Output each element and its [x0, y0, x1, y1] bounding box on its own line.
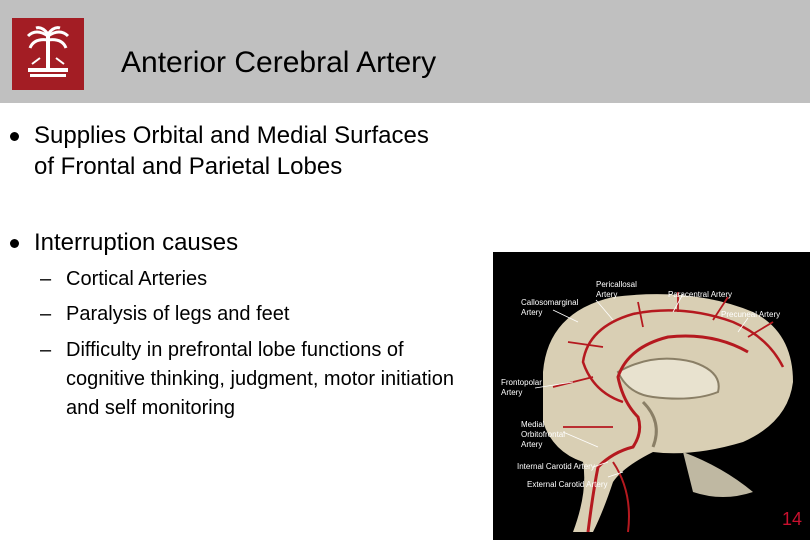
label-callosomarginal: Callosomarginal Artery [521, 298, 579, 317]
dash-icon: – [40, 303, 52, 325]
label-pericallosal: Pericallosal Artery [596, 280, 637, 299]
label-internal-carotid: Internal Carotid Artery [517, 462, 595, 471]
label-precuneal: Precuneal Artery [721, 310, 781, 319]
label-paracentral: Paracentral Artery [668, 290, 733, 299]
brain-artery-figure [493, 252, 810, 540]
label-external-carotid: External Carotid Artery [527, 480, 608, 489]
page-number: 14 [781, 509, 802, 529]
sub-bullet-text: Cortical Arteries [66, 268, 208, 290]
dash-icon: – [40, 268, 52, 290]
label-frontopolar: Frontopolar Artery [501, 378, 542, 397]
bullet-dot-icon [10, 132, 19, 141]
bullet-dot-icon [10, 239, 19, 248]
university-logo [12, 18, 84, 90]
label-medial-orbitofrontal: Medial Orbitofrontal Artery [521, 420, 566, 449]
slide-title: Anterior Cerebral Artery [121, 46, 437, 79]
dash-icon: – [40, 339, 52, 361]
sub-bullet-text: Paralysis of legs and feet [66, 303, 290, 325]
bullet-text: Supplies Orbital and Medial Surfaces of Frontal and Parietal Lobes [34, 122, 429, 180]
palmetto-tree-icon [12, 18, 84, 90]
bullet-text: Interruption causes [34, 229, 239, 256]
sub-bullet-text: Difficulty in prefrontal lobe functions of cognitive thinking, judgment, motor initiation and self monitoring [66, 339, 454, 419]
